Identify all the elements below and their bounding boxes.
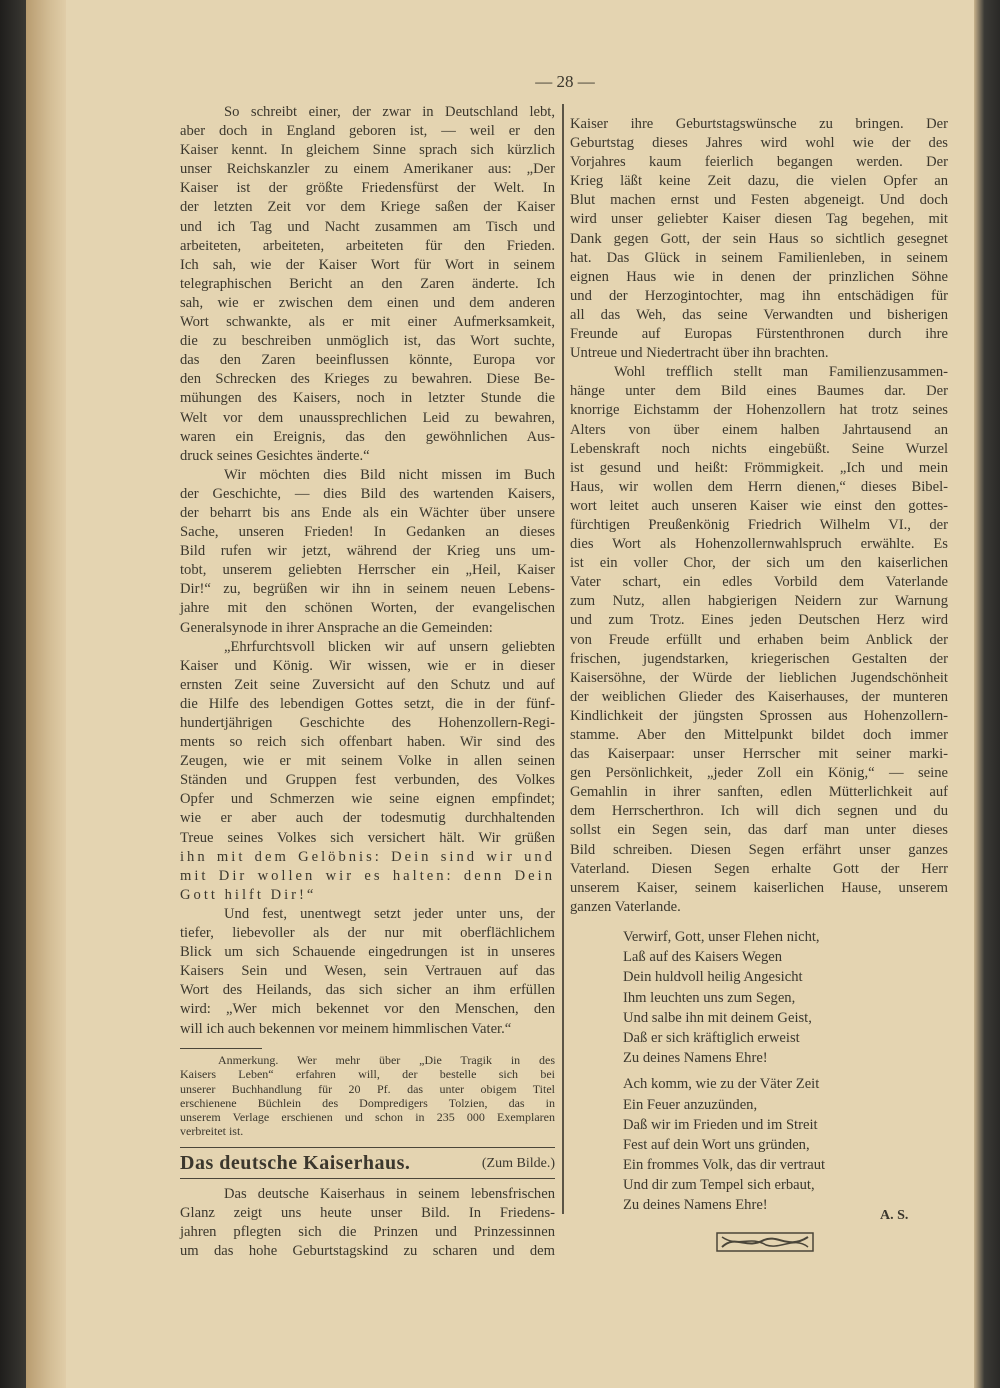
text-line: hat. Das Glück in seinem Familienleben, in seinem (570, 249, 948, 266)
text-line: tiefer, liebevoller als der nur mit oberflächlichem (180, 925, 555, 942)
poem-line: Zu deines Namens Ehre! (623, 1197, 768, 1214)
text-line: Das deutsche Kaiserhaus in seinem lebensfrischen (224, 1186, 555, 1202)
poem (623, 927, 923, 1216)
text-line: Bild schreiben. Diesen Segen erfährt unser ganzes (570, 841, 948, 858)
text-line: Vaterland. Diesen Segen erhalte Gott der Herr (570, 860, 948, 877)
text-line: Blick um sich Schauende eingedrungen ist in unseres (180, 944, 555, 961)
text-line: Untreue und Niedertracht über ihn brachten. (570, 345, 829, 362)
text-line: Blut machen ernst und Festen abgeneigt. Und doch (570, 192, 948, 209)
text-line: arbeiteten, arbeiteten, arbeiteten für den Frieden. (180, 237, 555, 254)
text-line: Treue seines Volkes sich versichert hält. Wir grüßen (180, 829, 555, 846)
text-line: der Geschichte, — dies Bild des wartenden Kaisers, (180, 485, 555, 502)
text-line: die zu beschreiben unmöglich ist, das Wort suchte, (180, 333, 555, 350)
text-line: knorrige Eichstamm der Hohenzollern hat trotz seines (570, 402, 948, 419)
text-line: Lebenskraft noch nichts eingebüßt. Seine Wurzel (570, 440, 948, 457)
poem-line: Fest auf dein Wort uns gründen, (623, 1136, 810, 1153)
text-line: Dank gegen Gott, der sein Haus so sichtlich gesegnet (570, 230, 948, 247)
section-title: Das deutsche Kaiserhaus. (180, 1152, 411, 1174)
page-gutter (26, 0, 66, 1388)
text-line: Kaisers Sein und Wesen, sein Vertrauen auf das (180, 963, 555, 980)
poem-line: Daß wir im Frieden und im Streit (623, 1116, 818, 1133)
poem-line: Verwirf, Gott, unser Flehen nicht, (623, 929, 820, 945)
text-line: von Freude erfüllt und erhaben beim Anblick der (570, 631, 948, 648)
author-signature: A. S. (880, 1208, 909, 1223)
text-line: ist ein voller Chor, der sich um den kaiserlichen (570, 555, 948, 572)
text-line: ernsten Zeit seine Zuversicht auf den Schutz und auf (180, 676, 555, 693)
text-line: der beharrt bis ans Ende als ein Wächter über unsere (180, 504, 555, 521)
footnote-line: Anmerkung. Wer mehr über „Die Tragik in des (218, 1053, 555, 1067)
text-line: Kindlichkeit der jüngsten Sprossen aus Hohenzollern- (570, 707, 948, 724)
column-divider (562, 104, 564, 1214)
poem-line: Und dir zum Tempel sich erbaut, (623, 1177, 815, 1194)
text-line: sah, wie er zwischen dem einen und dem anderen (180, 294, 555, 311)
text-line: der weiblichen Glieder des Kaiserhauses, der munteren (570, 688, 948, 705)
text-line: Und fest, unentwegt setzt jeder unter uns, der (224, 905, 555, 922)
poem-line: Daß er sich kräftiglich erweist (623, 1029, 800, 1046)
text-line: fürchtigen Preußenkönig Friedrich Wilhelm VI., der (570, 516, 948, 533)
text-line: Generalsynode in ihrer Ansprache an die Gemeinden: (180, 619, 493, 636)
poem-line: Ach komm, wie zu der Väter Zeit (623, 1076, 820, 1093)
text-line: Kaisersöhne, der Würde der lieblichen Jugendschönheit (570, 669, 948, 686)
text-line: druck seines Gesichtes änderte.“ (180, 447, 370, 464)
text-line: wird unser geliebter Kaiser diesen Tag begehen, mit (570, 211, 948, 228)
text-line: Gott hilft Dir!“ (180, 886, 317, 903)
ornament-icon (716, 1232, 814, 1252)
text-line: Welt vor dem unaussprechlichen Leid zu bewahren, (180, 409, 555, 426)
text-line: gen Persönlichkeit, „jeder Zoll ein König,“ — seine (570, 765, 948, 782)
text-line: Ich sah, wie der Kaiser Wort für Wort in seinem (180, 256, 555, 273)
text-line: So schreibt einer, der zwar in Deutschland lebt, (224, 104, 555, 120)
left-column (180, 103, 555, 1039)
footnote (180, 1053, 555, 1139)
right-column (570, 115, 948, 917)
text-line: telegraphischen Bericht an den Zaren änderte. Ich (180, 275, 555, 292)
text-line: Glanz zeigt uns heute unser Bild. In Friedens- (180, 1205, 555, 1222)
text-line: der letzten Zeit vor dem Kriege saßen der Kaiser (180, 199, 555, 216)
text-line: frischen, jugendstarken, kriegerischen Gestalten der (570, 650, 948, 667)
text-line: Bild rufen wir jetzt, während der Krieg uns um- (180, 543, 555, 560)
text-line: Kaiser kennt. In gleichem Sinne sprach sich kürzlich (180, 142, 555, 159)
section-heading (180, 1152, 555, 1176)
section-subtitle: (Zum Bilde.) (481, 1156, 555, 1171)
book-binding (0, 0, 26, 1388)
text-line: mühungen des Kaisers, noch in letzter Stunde die (180, 390, 555, 407)
text-line: Wohl trefflich stellt man Familienzusammen- (614, 364, 948, 381)
text-line: und ich Tag und Nacht zusammen am Tisch und (180, 218, 555, 235)
text-line: tobt, unserem geliebten Herrscher ein „Heil, Kaiser (180, 562, 555, 579)
text-line: stamme. Aber den Mittelpunkt bildet doch immer (570, 727, 948, 743)
heading-rule-bottom (180, 1178, 555, 1179)
text-line: Kaiser und König. Wir wissen, wie er in dieser (180, 657, 555, 674)
text-line: wie er aber auch der todesmutig durchhaltenden (180, 810, 555, 827)
text-line: will ich auch bekennen vor meinem himmlischen Vater.“ (180, 1020, 512, 1037)
text-line: Zeugen, wie er mit seinem Volke in allen seinen (180, 753, 555, 770)
text-line: und der Herzogintochter, mag ihn entschädigen für (570, 287, 948, 304)
text-line: ganzen Vaterlande. (570, 898, 681, 915)
text-line: Wort des Heilands, das sich sicher an ihm erfüllen (180, 982, 555, 999)
text-line: Wort schwankte, als er mit einer Aufmerksamkeit, (180, 314, 555, 331)
poem-line: Ihm leuchten uns zum Segen, (623, 989, 796, 1006)
poem-line: Und salbe ihn mit deinem Geist, (623, 1009, 812, 1026)
text-line: um das hohe Geburtstagskind zu scharen und dem (180, 1243, 555, 1260)
page-number: — 28 — (535, 72, 595, 91)
heading-rule-top (180, 1147, 555, 1148)
text-line: Geburtstag dieses Jahres wird wohl wie der des (570, 135, 948, 152)
text-line: wort leitet auch unseren Kaiser wie einst den gottes- (570, 497, 948, 514)
poem-line: Ein frommes Volk, das dir vertraut (623, 1157, 826, 1174)
text-line: jahren pflegten sich die Prinzen und Prinzessinnen (180, 1224, 555, 1241)
text-line: zum Nutz, allen habgierigen Neidern zur Warnung (570, 593, 948, 610)
poem-line: Ein Feuer anzuzünden, (623, 1096, 758, 1113)
text-line: unser Reichskanzler zu einem Amerikaner aus: „Der (180, 161, 555, 178)
text-line: all das Weh, das seine Verwandten und bisherigen (570, 306, 948, 323)
text-line: Vater schart, ein edles Vorbild dem Vaterlande (570, 574, 948, 591)
text-line: Krieg läßt keine Zeit dazu, die vielen Opfer an (570, 173, 948, 190)
text-line: Kaiser ihre Geburtstagswünsche zu bringen. Der (570, 116, 948, 132)
text-line: ments so reich sich offenbart haben. Wir sind des (180, 734, 555, 751)
text-line: und zum Trotz. Eines jeden Deutschen Herz wird (570, 612, 948, 629)
text-line: Vorjahres kaum feierlich begangen werden. Der (570, 154, 948, 171)
text-line: „Ehrfurchtsvoll blicken wir auf unsern geliebten (224, 638, 555, 655)
text-line: unserem Kaiser, seinem kaiserlichen Hause, unserem (570, 879, 948, 896)
text-line: mit Dir wollen wir es halten: denn Dein (180, 867, 555, 884)
text-line: Gemahlin in ihrer sanften, edlen Mütterlichkeit auf (570, 784, 948, 801)
text-line: aber doch in England geboren ist, — weil er den (180, 123, 555, 140)
text-line: Opfer und Schmerzen wie seine eignen empfindet; (180, 791, 555, 808)
text-line: das Kaiserpaar: unser Herrscher mit seiner marki- (570, 746, 948, 763)
footnote-line: unserem Verlage erschienen und schon in 235 000 Exemplaren (180, 1110, 555, 1125)
footnote-line: verbreitet ist. (180, 1124, 244, 1139)
poem-line: Zu deines Namens Ehre! (623, 1050, 768, 1067)
text-line: dem Herrscherthron. Ich will dich segnen und du (570, 803, 948, 820)
text-line: Haus, wir wollen dem Herrn dienen,“ dieses Bibel- (570, 478, 948, 495)
section-body (180, 1185, 555, 1261)
text-line: waren ein Ereignis, das den gewöhnlichen Aus- (180, 428, 555, 445)
text-line: den Schrecken des Krieges zu bewahren. Diese Be- (180, 371, 555, 388)
text-line: Alters von über einem halben Jahrtausend an (570, 421, 948, 438)
text-line: dies Wort als Hohenzollernwahlspruch erwählte. Es (570, 536, 948, 553)
text-line: Freunde auf Europas Fürstenthronen durch ihre (570, 326, 948, 343)
footnote-line: unserer Buchhandlung für 20 Pf. das unter obigem Titel (180, 1081, 555, 1096)
footnote-line: Kaisers Leben“ erfahren will, der bestelle sich bei (180, 1067, 555, 1082)
footnote-line: erschienene Büchlein des Dompredigers Tolzien, das in (180, 1095, 555, 1110)
text-line: hundertjährigen Geschichte des Hohenzollern-Regi- (180, 715, 555, 731)
poem-line: Dein huldvoll heilig Angesicht (623, 969, 803, 986)
text-line: die Hilfe des lebendigen Gottes setzt, die in der fünf- (180, 695, 555, 712)
text-line: Wir möchten dies Bild nicht missen im Buch (224, 466, 555, 483)
text-line: Ständen und Gruppen fest verbunden, des Volkes (180, 772, 555, 789)
text-line: hänge unter dem Bild eines Baumes dar. Der (570, 383, 948, 400)
footnote-rule (180, 1048, 262, 1049)
text-line: das den Zaren beeinflussen könnte, Europa vor (180, 352, 555, 369)
text-line: Kaiser ist der größte Friedensfürst der Welt. In (180, 180, 555, 197)
text-line: ihn mit dem Gelöbnis: Dein sind wir und (180, 848, 555, 865)
text-line: Sache, unseren Frieden! In Gedanken an dieses (180, 524, 555, 541)
poem-line: Laß auf des Kaisers Wegen (623, 949, 783, 966)
text-line: Dir!“ zu, begrüßen wir ihn in seinem neuen Lebens- (180, 581, 555, 598)
text-line: sollst ein Segen sein, das darf man unter dieses (570, 822, 948, 839)
text-line: jahre mit den schönen Worten, der evangelischen (180, 600, 555, 617)
text-line: ist gesund und heißt: Frömmigkeit. „Ich und mein (570, 459, 948, 476)
page-edge (974, 0, 1000, 1388)
text-line: wird: „Wer mich bekennet vor den Menschen, den (180, 1001, 555, 1018)
text-line: eignen Haus wie in denen der prinzlichen Söhne (570, 268, 948, 285)
